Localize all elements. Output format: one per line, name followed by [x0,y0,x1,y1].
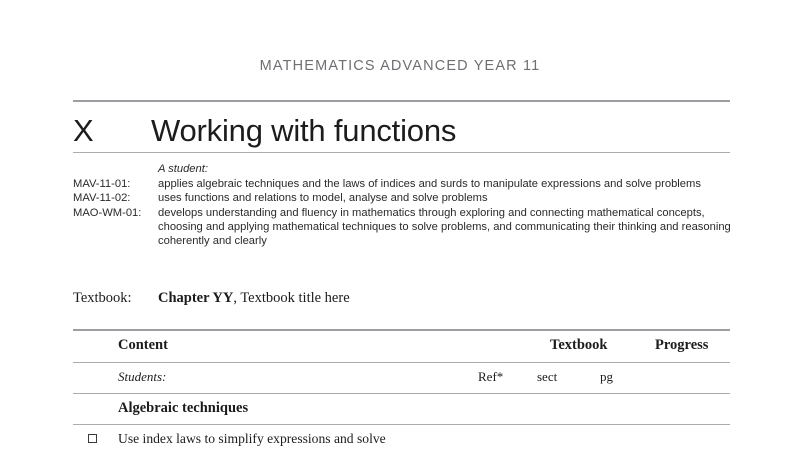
subheader-sect: sect [537,369,558,384]
content-item-text: Use index laws to simplify expressions and solve [118,431,386,446]
column-header-content: Content [118,337,168,353]
outcomes-lead-text: A student: [158,163,208,175]
textbook-line [73,290,733,307]
outcome-code: MAV-11-02: [73,192,131,205]
title-rule-top [73,100,730,102]
outcome-description: applies algebraic techniques and the laws of indices and surds to manipulate expressions and solve problems [158,177,701,190]
outcome-row [73,178,733,192]
chapter-title-row [73,108,730,152]
textbook-title: Textbook title here [240,290,350,306]
table-rule-top [73,329,730,331]
group-heading-algebraic-techniques: Algebraic techniques [118,400,249,416]
textbook-value [158,290,350,307]
table-rule-under-subheader [73,393,730,394]
outcome-row [73,207,733,248]
textbook-separator: , [233,290,241,306]
subheader-students: Students: [118,369,167,384]
outcome-row [73,192,733,206]
running-header: MATHEMATICS ADVANCED YEAR 11 [259,58,541,74]
outcome-description: uses functions and relations to model, analyse and solve problems [158,192,488,205]
table-rule-under-group-heading [73,424,730,425]
chapter-title: Working with functions [151,112,457,148]
chapter-number: X [73,112,94,148]
table-rule-under-header [73,362,730,363]
content-table [73,329,730,450]
column-header-progress: Progress [655,337,709,353]
column-header-textbook: Textbook [550,337,608,353]
unchecked-checkbox-icon[interactable] [88,434,97,443]
subheader-ref: Ref* [478,369,504,384]
outcomes-list [73,163,733,249]
outcomes-lead-row [73,163,733,177]
title-rule-bottom [73,152,730,153]
outcome-code: MAV-11-01: [73,177,131,190]
outcome-code: MAO-WM-01: [73,207,142,220]
subheader-pg: pg [600,369,613,384]
textbook-label: Textbook: [73,290,132,306]
outcome-description: develops understanding and fluency in mathematics through exploring and connecting mathematical concepts, choosing and applying mathematical techniques to solve problems, and communicating their thinking and reasoning coherently and clearly [158,207,731,247]
textbook-chapter: Chapter YY [158,290,234,306]
